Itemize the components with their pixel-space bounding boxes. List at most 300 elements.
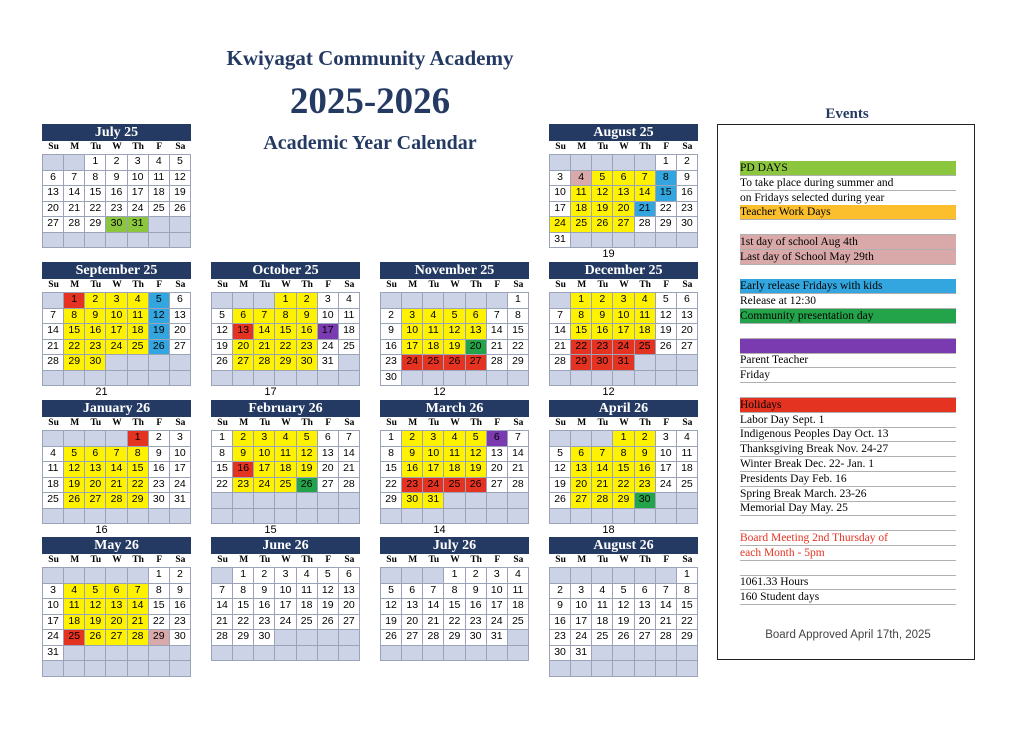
day-cell: 18 [508,599,528,614]
school-day-count: 17 [264,386,277,398]
day-cell: 13 [487,447,507,462]
empty-day-cell [64,233,84,248]
day-cell: 16 [402,462,422,477]
event-row: PD DAYS [740,161,956,176]
day-cell: 5 [444,309,464,324]
day-cell: 7 [64,171,84,186]
empty-day-cell [635,233,655,248]
weekday-label: Sa [175,280,186,290]
empty-day-cell [128,568,148,583]
day-cell: 4 [128,293,148,308]
day-cell: 20 [85,478,105,493]
weekday-label: Sa [682,280,693,290]
empty-day-cell [339,646,359,661]
empty-day-cell [656,233,676,248]
day-cell: 23 [402,478,422,493]
day-cell: 13 [170,309,190,324]
empty-day-cell [656,493,676,508]
day-cell: 10 [275,584,295,599]
day-cell: 7 [656,584,676,599]
empty-day-cell [106,509,126,524]
day-cell: 9 [85,309,105,324]
day-cell: 24 [128,202,148,217]
day-cell: 14 [508,447,528,462]
day-cell: 20 [613,202,633,217]
event-row [740,265,956,280]
empty-day-cell [128,371,148,386]
weekday-header [380,417,529,430]
weekday-label: M [577,418,587,428]
day-cell: 24 [550,217,570,232]
weekday-label: M [408,280,418,290]
day-cell: 12 [212,324,232,339]
day-cell: 22 [571,340,591,355]
day-cell: 26 [64,493,84,508]
day-cell: 30 [402,493,422,508]
day-cell: 5 [297,431,317,446]
day-cell: 15 [85,186,105,201]
empty-day-cell [444,493,464,508]
day-cell: 2 [592,293,612,308]
empty-day-cell [106,371,126,386]
weekday-label: Th [132,142,144,152]
day-cell: 7 [339,431,359,446]
weekday-label: W [281,418,291,428]
empty-day-cell [254,509,274,524]
empty-day-cell [508,493,528,508]
empty-day-cell [402,293,422,308]
day-cell: 7 [43,309,63,324]
empty-day-cell [635,155,655,170]
day-cell: 17 [318,324,338,339]
empty-day-cell [275,371,295,386]
empty-day-cell [233,493,253,508]
empty-day-cell [170,355,190,370]
day-cell: 26 [85,630,105,645]
empty-day-cell [233,646,253,661]
day-cell: 16 [149,462,169,477]
empty-day-cell [381,646,401,661]
empty-day-cell [444,509,464,524]
day-cell: 23 [106,202,126,217]
day-cell: 13 [106,599,126,614]
weekday-label: Tu [259,280,271,290]
day-cell: 4 [297,568,317,583]
day-cell: 22 [149,615,169,630]
empty-day-cell [656,646,676,661]
empty-day-cell [487,509,507,524]
day-cell: 26 [318,615,338,630]
day-cell: 16 [381,340,401,355]
day-cell: 26 [592,217,612,232]
empty-day-cell [170,646,190,661]
day-cell: 21 [339,462,359,477]
day-cell: 1 [275,293,295,308]
day-cell: 24 [487,615,507,630]
day-cell: 1 [85,155,105,170]
empty-day-cell [677,355,697,370]
day-cell: 26 [656,340,676,355]
day-cell: 8 [85,171,105,186]
empty-day-cell [635,646,655,661]
day-cell: 9 [149,447,169,462]
weekday-label: Tu [597,142,609,152]
day-cell: 4 [508,568,528,583]
day-cell: 9 [550,599,570,614]
empty-day-cell [339,355,359,370]
day-cell: 19 [444,340,464,355]
day-cell: 12 [85,599,105,614]
day-cell: 16 [635,462,655,477]
weekday-label: Th [301,555,313,565]
empty-day-cell [64,646,84,661]
day-cell: 17 [613,324,633,339]
day-cell: 12 [656,309,676,324]
day-cell: 2 [170,568,190,583]
day-cell: 18 [43,478,63,493]
school-name: Kwiyagat Community Academy [226,46,514,70]
empty-day-cell [170,233,190,248]
day-cell: 26 [297,478,317,493]
day-cell: 28 [487,355,507,370]
month-april-26 [549,400,698,537]
weekday-label: W [112,142,122,152]
day-cell: 10 [613,309,633,324]
empty-day-cell [212,293,232,308]
day-cell: 28 [106,493,126,508]
day-cell: 16 [550,615,570,630]
empty-day-cell [550,568,570,583]
day-cell: 15 [381,462,401,477]
day-cell: 30 [381,371,401,386]
day-cell: 29 [444,630,464,645]
weekday-label: Su [386,280,397,290]
day-cell: 4 [64,584,84,599]
day-cell: 21 [592,478,612,493]
day-cell: 18 [64,615,84,630]
day-cell: 6 [402,584,422,599]
day-cell: 18 [149,186,169,201]
day-cell: 10 [106,309,126,324]
weekday-label: Su [48,142,59,152]
empty-day-cell [318,646,338,661]
empty-day-cell [571,371,591,386]
day-cell: 18 [635,324,655,339]
day-cell: 23 [592,340,612,355]
day-cell: 22 [613,478,633,493]
day-cell: 12 [318,584,338,599]
day-cell: 22 [85,202,105,217]
day-cell: 27 [318,478,338,493]
day-cell: 12 [170,171,190,186]
day-cell: 25 [297,615,317,630]
day-cell: 1 [677,568,697,583]
day-cell: 3 [318,293,338,308]
day-cell: 14 [592,462,612,477]
day-cell: 13 [339,584,359,599]
empty-day-cell [85,568,105,583]
empty-day-cell [550,431,570,446]
weekday-label: W [112,280,122,290]
weekday-label: Th [639,280,651,290]
day-cell: 28 [212,630,232,645]
weekday-label: M [577,555,587,565]
day-cell: 8 [656,171,676,186]
empty-day-cell [43,661,63,676]
empty-day-cell [275,630,295,645]
empty-day-cell [508,509,528,524]
day-cell: 6 [677,293,697,308]
day-cell: 13 [318,447,338,462]
day-cell: 25 [592,630,612,645]
day-cell: 15 [128,462,148,477]
day-cell: 5 [613,584,633,599]
day-cell: 3 [402,309,422,324]
empty-day-cell [212,646,232,661]
day-cell: 8 [233,584,253,599]
weekday-label: Su [555,280,566,290]
weekday-label: Tu [428,555,440,565]
weekday-label: Sa [175,418,186,428]
day-cell: 28 [339,478,359,493]
empty-day-cell [677,646,697,661]
empty-day-cell [635,568,655,583]
day-cell: 9 [381,324,401,339]
empty-day-cell [106,355,126,370]
empty-day-cell [656,509,676,524]
day-cell: 19 [550,478,570,493]
day-cell: 22 [128,478,148,493]
day-cell: 23 [254,615,274,630]
day-cell: 9 [592,309,612,324]
day-cell: 23 [381,355,401,370]
day-cell: 4 [275,431,295,446]
empty-day-cell [43,233,63,248]
school-day-count: 21 [95,386,108,398]
weekday-label: F [156,418,163,428]
empty-day-cell [85,431,105,446]
day-cell: 10 [128,171,148,186]
event-row: Release at 12:30 [740,294,956,309]
day-cell: 16 [106,186,126,201]
day-cell: 1 [571,293,591,308]
empty-day-cell [571,233,591,248]
day-cell: 13 [402,599,422,614]
weekday-label: F [494,555,501,565]
day-cell: 3 [487,568,507,583]
weekday-label: M [239,418,249,428]
month-header: November 25 [380,262,529,279]
empty-day-cell [677,493,697,508]
day-cell: 7 [550,309,570,324]
day-cell: 17 [254,462,274,477]
day-cell: 29 [275,355,295,370]
school-day-count: 14 [433,524,446,536]
day-cell: 5 [149,293,169,308]
day-cell: 11 [592,599,612,614]
day-cell: 21 [423,615,443,630]
day-cell: 10 [318,309,338,324]
month-october-25 [211,262,360,399]
day-cell: 25 [571,217,591,232]
empty-day-cell [170,509,190,524]
day-cell: 28 [656,630,676,645]
weekday-label: M [70,555,80,565]
empty-day-cell [43,371,63,386]
day-cell: 26 [170,202,190,217]
day-cell: 21 [487,340,507,355]
day-grid [549,430,698,524]
weekday-label: Th [639,418,651,428]
weekday-label: F [663,280,670,290]
month-header: January 26 [42,400,191,417]
day-cell: 10 [571,599,591,614]
empty-day-cell [85,371,105,386]
events-title: Events [825,106,869,122]
day-cell: 23 [85,340,105,355]
day-cell: 17 [170,462,190,477]
weekday-label: Su [386,418,397,428]
day-cell: 10 [423,447,443,462]
day-cell: 18 [339,324,359,339]
day-cell: 5 [550,447,570,462]
weekday-label: Th [132,555,144,565]
weekday-label: Sa [682,418,693,428]
day-cell: 30 [85,355,105,370]
weekday-label: M [577,280,587,290]
event-row: on Fridays selected during year [740,191,956,206]
weekday-header [549,279,698,292]
day-cell: 25 [43,493,63,508]
weekday-header [549,417,698,430]
day-cell: 31 [423,493,443,508]
day-cell: 9 [233,447,253,462]
weekday-label: F [156,142,163,152]
day-cell: 13 [233,324,253,339]
day-cell: 23 [170,615,190,630]
day-cell: 1 [128,431,148,446]
weekday-label: F [663,418,670,428]
weekday-label: Tu [90,555,102,565]
empty-day-cell [43,431,63,446]
day-cell: 31 [550,233,570,248]
day-cell: 27 [487,478,507,493]
weekday-label: Sa [175,142,186,152]
weekday-label: Sa [344,555,355,565]
day-cell: 31 [128,217,148,232]
empty-day-cell [550,661,570,676]
day-cell: 30 [149,493,169,508]
weekday-label: Sa [175,555,186,565]
empty-day-cell [402,568,422,583]
empty-day-cell [613,661,633,676]
empty-day-cell [106,233,126,248]
empty-day-cell [635,355,655,370]
day-cell: 28 [43,355,63,370]
weekday-label: Sa [344,418,355,428]
day-cell: 12 [550,462,570,477]
weekday-label: W [112,555,122,565]
day-cell: 17 [106,324,126,339]
empty-day-cell [233,509,253,524]
day-cell: 22 [212,478,232,493]
empty-day-cell [423,568,443,583]
day-cell: 14 [656,599,676,614]
weekday-label: Th [301,280,313,290]
day-cell: 12 [64,462,84,477]
weekday-label: F [156,555,163,565]
event-row: Memorial Day May. 25 [740,501,956,516]
day-cell: 19 [85,615,105,630]
day-cell: 6 [613,171,633,186]
empty-day-cell [106,431,126,446]
weekday-header [42,279,191,292]
day-cell: 1 [149,568,169,583]
day-cell: 29 [64,355,84,370]
day-cell: 28 [592,493,612,508]
day-cell: 27 [106,630,126,645]
day-cell: 4 [43,447,63,462]
day-cell: 23 [466,615,486,630]
weekday-label: M [70,280,80,290]
empty-day-cell [550,293,570,308]
empty-day-cell [592,233,612,248]
empty-day-cell [297,493,317,508]
empty-day-cell [43,509,63,524]
empty-day-cell [106,646,126,661]
day-cell: 29 [381,493,401,508]
day-cell: 15 [677,599,697,614]
day-grid [549,154,698,248]
day-cell: 3 [550,171,570,186]
weekday-label: Sa [682,555,693,565]
event-row: Community presentation day [740,309,956,324]
day-cell: 21 [106,478,126,493]
empty-day-cell [212,371,232,386]
day-cell: 23 [677,202,697,217]
empty-day-cell [635,509,655,524]
day-cell: 21 [550,340,570,355]
day-cell: 5 [85,584,105,599]
empty-day-cell [571,431,591,446]
day-cell: 4 [423,309,443,324]
month-july-26 [380,537,529,661]
weekday-label: W [619,555,629,565]
event-row: 1st day of school Aug 4th [740,235,956,250]
day-cell: 25 [64,630,84,645]
empty-day-cell [423,509,443,524]
day-cell: 12 [149,309,169,324]
empty-day-cell [64,371,84,386]
day-cell: 14 [43,324,63,339]
empty-day-cell [339,493,359,508]
day-cell: 29 [233,630,253,645]
empty-day-cell [466,509,486,524]
event-row [740,383,956,398]
weekday-label: Sa [513,555,524,565]
empty-day-cell [592,371,612,386]
day-cell: 3 [571,584,591,599]
empty-day-cell [466,371,486,386]
empty-day-cell [656,355,676,370]
day-cell: 21 [656,615,676,630]
weekday-label: Su [48,280,59,290]
day-grid [380,567,529,661]
day-cell: 20 [466,340,486,355]
day-cell: 24 [170,478,190,493]
empty-day-cell [85,646,105,661]
day-cell: 21 [128,615,148,630]
